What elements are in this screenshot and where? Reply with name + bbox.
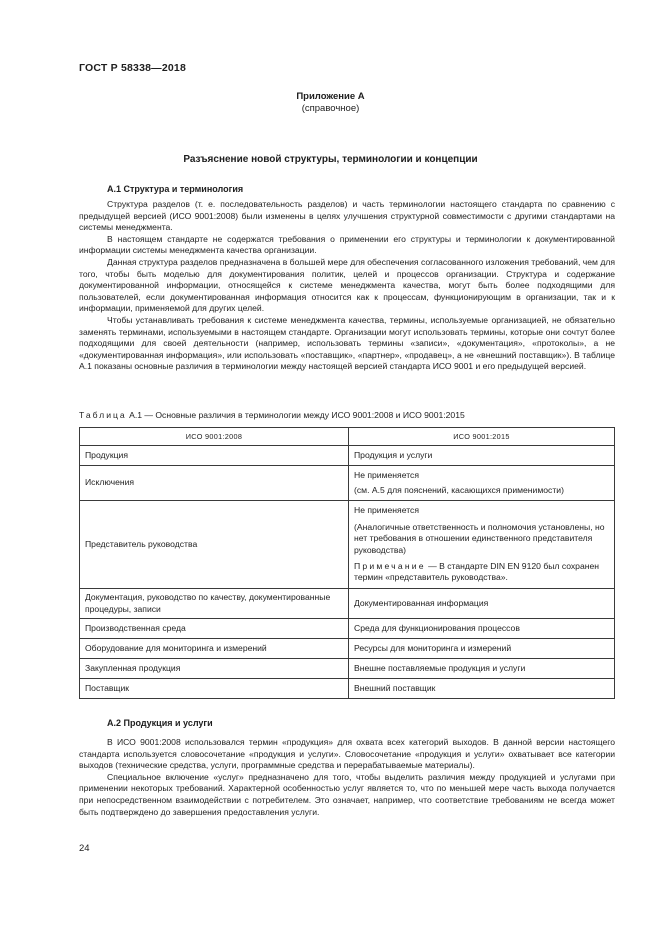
- table-note: [354, 561, 609, 584]
- note-text: — В стандарте DIN EN 9120 был сохранен термин «представитель руководства».: [354, 560, 600, 583]
- section-a1-title: А.1 Структура и терминология: [107, 184, 244, 194]
- main-heading: Разъяснение новой структуры, терминологии и концепции: [183, 154, 478, 165]
- section-a2-body: [79, 737, 615, 818]
- table-row: [80, 501, 615, 589]
- note-label: Примечание: [354, 560, 426, 571]
- table-row: [80, 589, 615, 619]
- table-cell-2008: Закупленная продукция: [80, 659, 349, 679]
- paragraph: Специальное включение «услуг» предназначено для того, чтобы выделить различия между продукцией и услугами при применении некоторых требований. Характерной особенностью услуг является то, что по меньшей мере часть выхода получается при непосредственном взаимодействии с потребителем. Это означает, например, что соответствие требованиям не всегда может быть подтверждено до завершения предоставления услуги.: [79, 771, 615, 817]
- cell-text: Не применяется: [354, 505, 419, 516]
- section-a1-body: [79, 199, 615, 373]
- table-caption-label: Таблица: [79, 410, 127, 420]
- table-cell-2015: [349, 619, 615, 639]
- paragraph: Данная структура разделов предназначена в большей мере для обеспечения согласованного изложения требований, чем для того, чтобы быть моделью для документирования политик, целей и процессов организации. Структура и содержание документированной информации, относящейся к системе менеджмента качества, могут быть более подходящими для пользователей, если документированная информация относится как к процессам, функционирующим в организации, так и к информации, применяемой для других целей.: [79, 256, 615, 314]
- table-cell-2008: Оборудование для мониторинга и измерений: [80, 639, 349, 659]
- document-id: ГОСТ Р 58338—2018: [79, 62, 187, 74]
- table-cell-2015: [349, 501, 615, 589]
- table-cell-2015: [349, 446, 615, 466]
- table-cell-2015: [349, 679, 615, 699]
- table-header-row: [80, 428, 615, 446]
- cell-text: (см. А.5 для пояснений, касающихся применимости): [354, 484, 564, 495]
- section-a2-title: А.2 Продукция и услуги: [107, 718, 213, 728]
- table-header-cell: ИСО 9001:2008: [80, 428, 349, 446]
- table-cell-2008: Продукция: [80, 446, 349, 466]
- table-cell-2008: Производственная среда: [80, 619, 349, 639]
- table-row: [80, 639, 615, 659]
- cell-text: Внешне поставляемые продукция и услуги: [354, 662, 526, 673]
- paragraph: Структура разделов (т. е. последовательность разделов) и часть терминологии настоящего стандарта по сравнению с предыдущей версией (ИСО 9001:2008) были изменены в целях улучшения структурной совместимости с другими стандартами на системы менеджмента.: [79, 199, 615, 233]
- cell-text: Документированная информация: [354, 597, 489, 608]
- table-row: [80, 679, 615, 699]
- page-number: 24: [79, 843, 90, 854]
- table-cell-2008: Исключения: [80, 466, 349, 501]
- terminology-table: [79, 427, 615, 699]
- cell-text: (Аналогичные ответственность и полномочия установлены, но нет требования в отношении единственного представителя руководства): [354, 521, 605, 555]
- table-caption: [79, 410, 465, 420]
- paragraph: В ИСО 9001:2008 использовался термин «продукция» для охвата всех категорий выходов. В данной версии настоящего стандарта используется словосочетание «продукция и услуги». Словосочетание «продукция и услуги» охватывает все категории выходов (технические средства, услуги, программные средства и перерабатываемые материалы).: [79, 737, 615, 771]
- cell-text: Продукция и услуги: [354, 449, 433, 460]
- table-cell-2008: Представитель руководства: [80, 501, 349, 589]
- table-row: [80, 446, 615, 466]
- table-cell-2015: [349, 466, 615, 501]
- table-caption-text: А.1 — Основные различия в терминологии между ИСО 9001:2008 и ИСО 9001:2015: [129, 410, 465, 420]
- appendix-title: [0, 91, 661, 115]
- cell-text: Ресурсы для мониторинга и измерений: [354, 642, 512, 653]
- paragraph: В настоящем стандарте не содержатся требования о применении его структуры и терминологии к документированной информации системы менеджмента качества организации.: [79, 233, 615, 256]
- table-cell-2015: [349, 639, 615, 659]
- cell-text: Не применяется: [354, 470, 419, 481]
- appendix-label: Приложение А: [296, 91, 365, 102]
- table-row: [80, 466, 615, 501]
- cell-text: Среда для функционирования процессов: [354, 622, 520, 633]
- table-row: [80, 659, 615, 679]
- cell-text: Внешний поставщик: [354, 682, 436, 693]
- appendix-subtitle: (справочное): [301, 103, 360, 114]
- table-header-cell: ИСО 9001:2015: [349, 428, 615, 446]
- table-cell-2015: [349, 589, 615, 619]
- paragraph: Чтобы устанавливать требования к системе менеджмента качества, термины, используемые организацией, не обязательно заменять терминами, используемыми в настоящем стандарте. Организации могут использовать термины, которые они сочтут более подходящими для своей деятельности (например, использовать термины «записи», «документация», «протоколы», а не «документированная информация», или использовать «поставщик», «партнер», «продавец», а не «внешний поставщик»). В таблице А.1 показаны основные различия в терминологии между настоящей версией стандарта ИСО 9001 и его предыдущей версией.: [79, 314, 615, 372]
- table-cell-2008: Поставщик: [80, 679, 349, 699]
- table-cell-2015: [349, 659, 615, 679]
- table-row: [80, 619, 615, 639]
- table-cell-2008: Документация, руководство по качеству, документированные процедуры, записи: [80, 589, 349, 619]
